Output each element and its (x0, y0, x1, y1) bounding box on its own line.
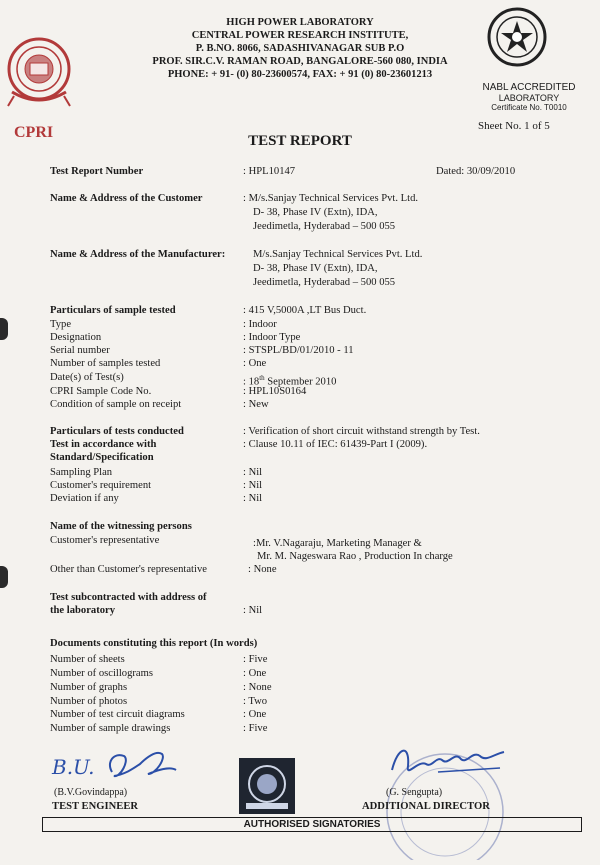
sheet-number: Sheet No. 1 of 5 (478, 120, 550, 132)
samples-tested-label: Number of samples tested (50, 358, 161, 369)
director-title: ADDITIONAL DIRECTOR (362, 801, 490, 812)
serial-number-value: : STSPL/BD/01/2010 - 11 (243, 345, 354, 356)
witness-heading: Name of the witnessing persons (50, 521, 192, 532)
sampling-plan-value: : Nil (243, 467, 263, 478)
sample-code-value: : HPL10S0164 (243, 386, 307, 397)
customer-requirement-value: : Nil (243, 480, 263, 491)
documents-row-label: Number of graphs (50, 682, 128, 693)
customer-rep-value-cont: Mr. M. Nageswara Rao , Production In charge (257, 551, 453, 562)
documents-row-value: : Five (243, 654, 268, 665)
documents-row-value: : Two (243, 696, 268, 707)
report-date: Dated: 30/09/2010 (436, 166, 516, 177)
documents-row-label: Number of oscillograms (50, 668, 153, 679)
standard-value: : Clause 10.11 of IEC: 61439-Part I (2009). (243, 439, 428, 450)
customer-requirement-label: Customer's requirement (50, 480, 152, 491)
tests-heading: Particulars of tests conducted (50, 426, 184, 437)
nabl-line: LABORATORY (498, 93, 560, 103)
test-engineer-signature (100, 744, 180, 793)
punch-hole (0, 318, 8, 340)
nabl-emblem-logo (486, 6, 548, 73)
documents-row-label: Number of photos (50, 696, 128, 707)
manufacturer-label: Name & Address of the Manufacturer: (50, 249, 226, 260)
punch-hole (0, 566, 8, 588)
customer-rep-label: Customer's representative (50, 535, 160, 546)
standard-label-cont: Standard/Specification (50, 452, 154, 463)
other-rep-label: Other than Customer's representative (50, 564, 207, 575)
test-engineer-name: (B.V.Govindappa) (54, 787, 128, 798)
sample-condition-value: : New (243, 399, 269, 410)
documents-row-value: : One (243, 709, 267, 720)
samples-tested-value: : One (243, 358, 267, 369)
phone-fax: PHONE: + 91- (0) 80-23600574, FAX: + 91 (0) 80-23601213 (167, 69, 433, 80)
report-number-label: Test Report Number (50, 166, 144, 177)
customer-rep-value: :Mr. V.Nagaraju, Marketing Manager & (253, 538, 422, 549)
subcontract-value: : Nil (243, 605, 263, 616)
sample-heading-value: : 415 V,5000A ,LT Bus Duct. (243, 305, 367, 316)
institute-name: CENTRAL POWER RESEARCH INSTITUTE, (191, 30, 409, 41)
deviation-label: Deviation if any (50, 493, 119, 504)
documents-row-value: : One (243, 668, 267, 679)
customer-address-line: Jeedimetla, Hyderabad – 500 055 (253, 221, 396, 232)
lab-name: HIGH POWER LABORATORY (226, 17, 374, 28)
tests-heading-value: : Verification of short circuit withstand strength by Test. (243, 426, 480, 437)
customer-label: Name & Address of the Customer (50, 193, 203, 204)
subcontract-label-cont: the laboratory (50, 605, 116, 616)
sample-designation-label: Designation (50, 332, 102, 343)
manufacturer-address-line: Jeedimetla, Hyderabad – 500 055 (253, 277, 396, 288)
sample-designation-value: : Indoor Type (243, 332, 301, 343)
footer-box (42, 817, 582, 832)
nabl-accreditation (470, 82, 588, 113)
documents-row-label: Number of sheets (50, 654, 125, 665)
sampling-plan-label: Sampling Plan (50, 467, 113, 478)
documents-row-label: Number of test circuit diagrams (50, 709, 185, 720)
authorised-signatories: AUTHORISED SIGNATORIES (243, 819, 381, 830)
manufacturer-address-line: D- 38, Phase IV (Extn), IDA, (253, 263, 378, 274)
serial-number-label: Serial number (50, 345, 110, 356)
sample-heading: Particulars of sample tested (50, 305, 176, 316)
subcontract-label: Test subcontracted with address of (50, 592, 207, 603)
customer-address-line: D- 38, Phase IV (Extn), IDA, (253, 207, 378, 218)
cpri-stamp (238, 757, 296, 820)
deviation-value: : Nil (243, 493, 263, 504)
street-address: PROF. SIR.C.V. RAMAN ROAD, BANGALORE-560 080, INDIA (152, 56, 448, 67)
documents-row-label: Number of sample drawings (50, 723, 171, 734)
test-date-ordinal: th (259, 374, 265, 382)
cpri-seal-logo (6, 36, 72, 121)
test-engineer-title: TEST ENGINEER (52, 801, 139, 812)
manufacturer-address-line: M/s.Sanjay Technical Services Pvt. Ltd. (253, 249, 423, 260)
director-signature (388, 740, 508, 789)
cpri-logo-caption: CPRI (14, 124, 54, 141)
sample-type-label: Type (50, 319, 72, 330)
documents-heading: Documents constituting this report (In words) (50, 638, 258, 649)
sample-condition-label: Condition of sample on receipt (50, 399, 182, 410)
other-rep-value: : None (248, 564, 277, 575)
test-date-day: : 18 (243, 376, 260, 388)
standard-label: Test in accordance with (50, 439, 157, 450)
postal-box: P. B.NO. 8066, SADASHIVANAGAR SUB P.O (195, 43, 405, 54)
test-date-label: Date(s) of Test(s) (50, 372, 124, 383)
page-title: TEST REPORT (248, 133, 352, 149)
test-engineer-initials: B.U. (52, 755, 95, 779)
test-date-month-year: September 2010 (264, 376, 337, 388)
sample-code-label: CPRI Sample Code No. (50, 386, 152, 397)
director-name: (G. Sengupta) (386, 787, 443, 798)
documents-row-value: : None (243, 682, 272, 693)
report-number-value: : HPL10147 (243, 166, 296, 177)
sample-type-value: : Indoor (243, 319, 277, 330)
nabl-line: NABL ACCREDITED (482, 82, 576, 93)
customer-address-line: : M/s.Sanjay Technical Services Pvt. Ltd. (243, 193, 419, 204)
nabl-certificate-number: Certificate No. T0010 (491, 103, 567, 112)
documents-row-value: : Five (243, 723, 268, 734)
